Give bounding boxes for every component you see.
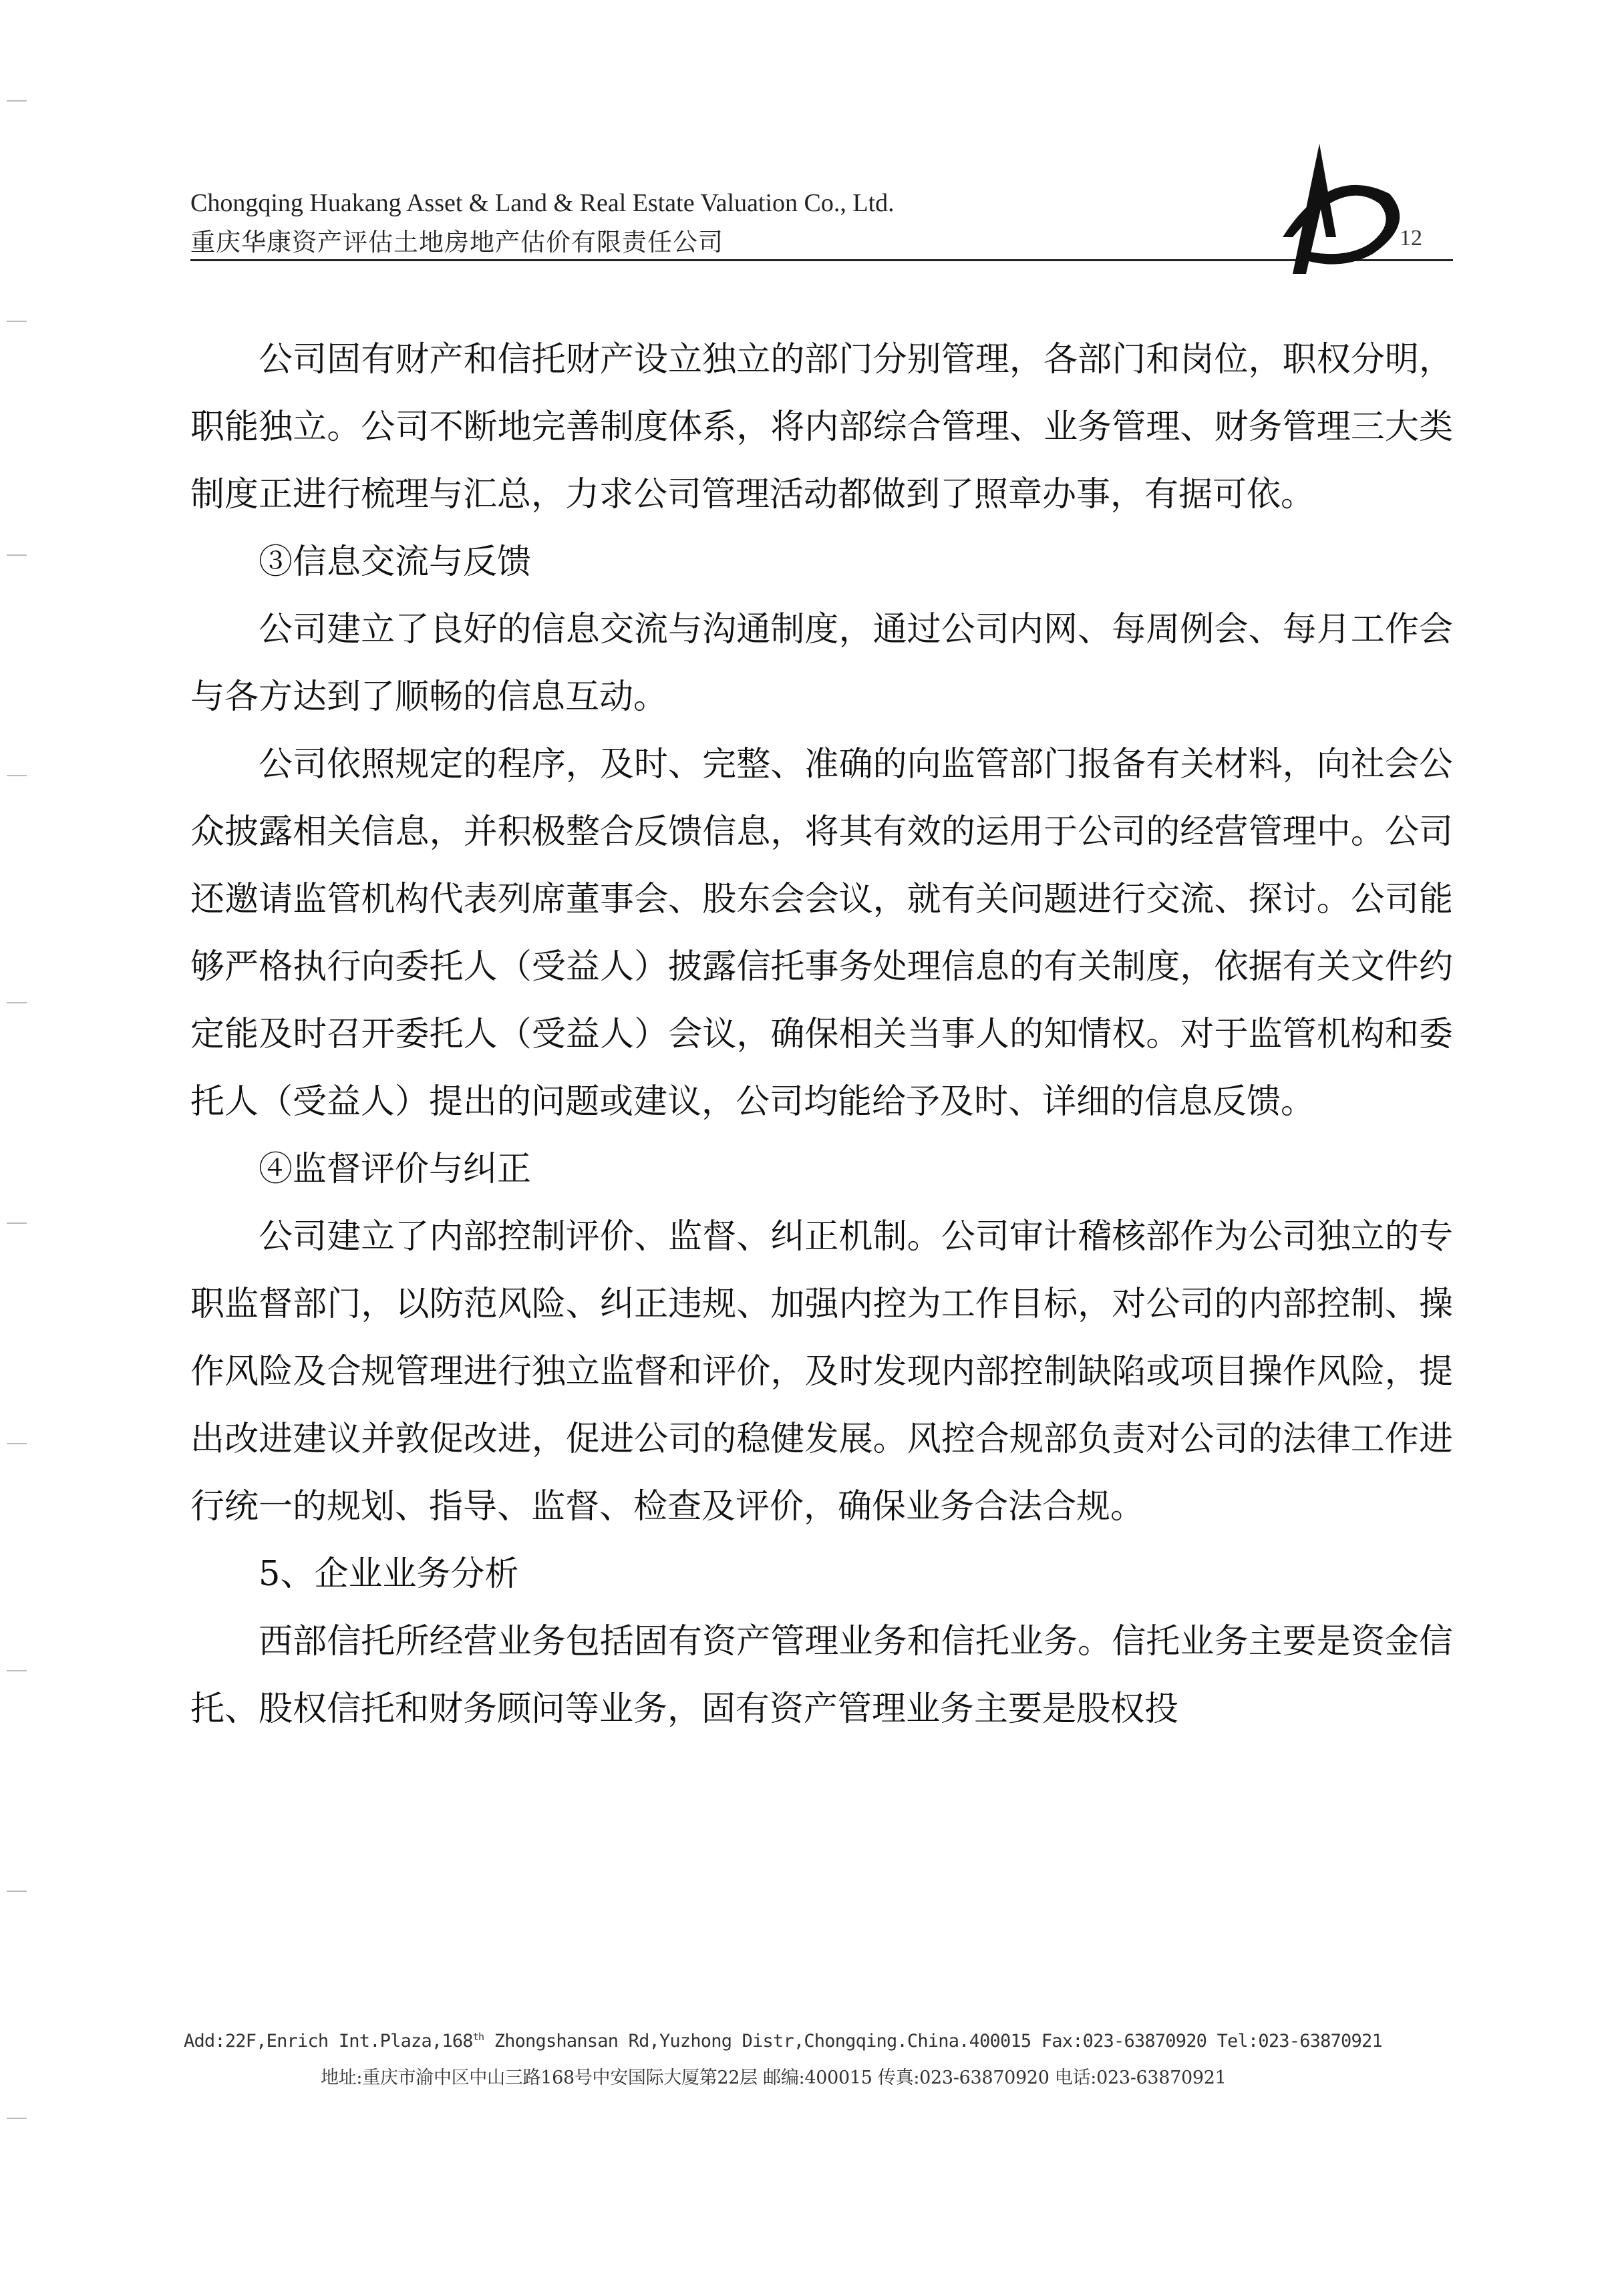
section-heading: ③信息交流与反馈 bbox=[259, 542, 532, 582]
scan-margin-mark bbox=[7, 1222, 27, 1224]
scan-margin-mark bbox=[7, 775, 27, 776]
scan-margin-mark bbox=[7, 2118, 27, 2119]
footer-address-en-sup: th bbox=[472, 2031, 484, 2043]
scan-margin-mark bbox=[7, 100, 27, 102]
paragraph: 西部信托所经营业务包括固有资产管理业务和信托业务。信托业务主要是资金信托、股权信托和财务顾问等业务，固有资产管理业务主要是股权投 bbox=[190, 1622, 1453, 1729]
scan-margin-mark bbox=[7, 321, 27, 322]
paragraph: 公司建立了内部控制评价、监督、纠正机制。公司审计稽核部作为公司独立的专职监督部门，以防范风险、纠正违规、加强内控为工作目标，对公司的内部控制、操作风险及合规管理进行独立监督和评价，及时发现内部控制缺陷或项目操作风险，提出改进建议并敦促改进，促进公司的稳健发展。风控合规部负责对公司的法律工作进行统一的规划、指导、监督、检查及评价，确保业务合法合规。 bbox=[190, 1217, 1453, 1526]
paragraph: 公司固有财产和信托财产设立独立的部门分别管理，各部门和岗位，职权分明，职能独立。公司不断地完善制度体系，将内部综合管理、业务管理、财务管理三大类制度正进行梳理与汇总，力求公司管理活动都做到了照章办事，有据可依。 bbox=[190, 340, 1453, 514]
footer-address-en bbox=[184, 2031, 1453, 2052]
footer-address-en-post: Zhongshansan Rd,Yuzhong Distr,Chongqing.China.400015 Fax:023-63870920 Tel:023-63870921 bbox=[484, 2031, 1382, 2052]
section-heading: ④监督评价与纠正 bbox=[259, 1150, 532, 1189]
paragraph: 公司建立了良好的信息交流与沟通制度，通过公司内网、每周例会、每月工作会与各方达到了顺畅的信息互动。 bbox=[190, 610, 1453, 717]
scan-margin-mark bbox=[7, 554, 27, 556]
footer-address-en-pre: Add:22F,Enrich Int.Plaza,168 bbox=[184, 2031, 473, 2052]
page-number: 12 bbox=[1400, 226, 1422, 251]
body-text bbox=[190, 326, 1453, 1743]
scan-margin-mark bbox=[7, 1670, 27, 1671]
scan-margin-mark bbox=[7, 1443, 27, 1444]
footer-address-cn: 地址:重庆市渝中区中山三路168号中安国际大厦第22层 邮编:400015 传真:023-63870920 电话:023-63870921 bbox=[321, 2068, 1227, 2088]
section-heading: 5、企业业务分析 bbox=[259, 1554, 519, 1594]
paragraph: 公司依照规定的程序，及时、完整、准确的向监管部门报备有关材料，向社会公众披露相关信息，并积极整合反馈信息，将其有效的运用于公司的经营管理中。公司还邀请监管机构代表列席董事会、股东会会议，就有关问题进行交流、探讨。公司能够严格执行向委托人（受益人）披露信托事务处理信息的有关制度，依据有关文件约定能及时召开委托人（受益人）会议，确保相关当事人的知情权。对于监管机构和委托人（受益人）提出的问题或建议，公司均能给予及时、详细的信息反馈。 bbox=[190, 745, 1453, 1122]
scan-margin-mark bbox=[7, 1891, 27, 1892]
scan-margin-mark bbox=[7, 1002, 27, 1003]
header-company-cn: 重庆华康资产评估土地房地产估价有限责任公司 bbox=[190, 228, 723, 257]
header-company-en: Chongqing Huakang Asset & Land & Real Estate Valuation Co., Ltd. bbox=[190, 189, 895, 217]
huakang-logo-icon bbox=[1256, 137, 1410, 277]
